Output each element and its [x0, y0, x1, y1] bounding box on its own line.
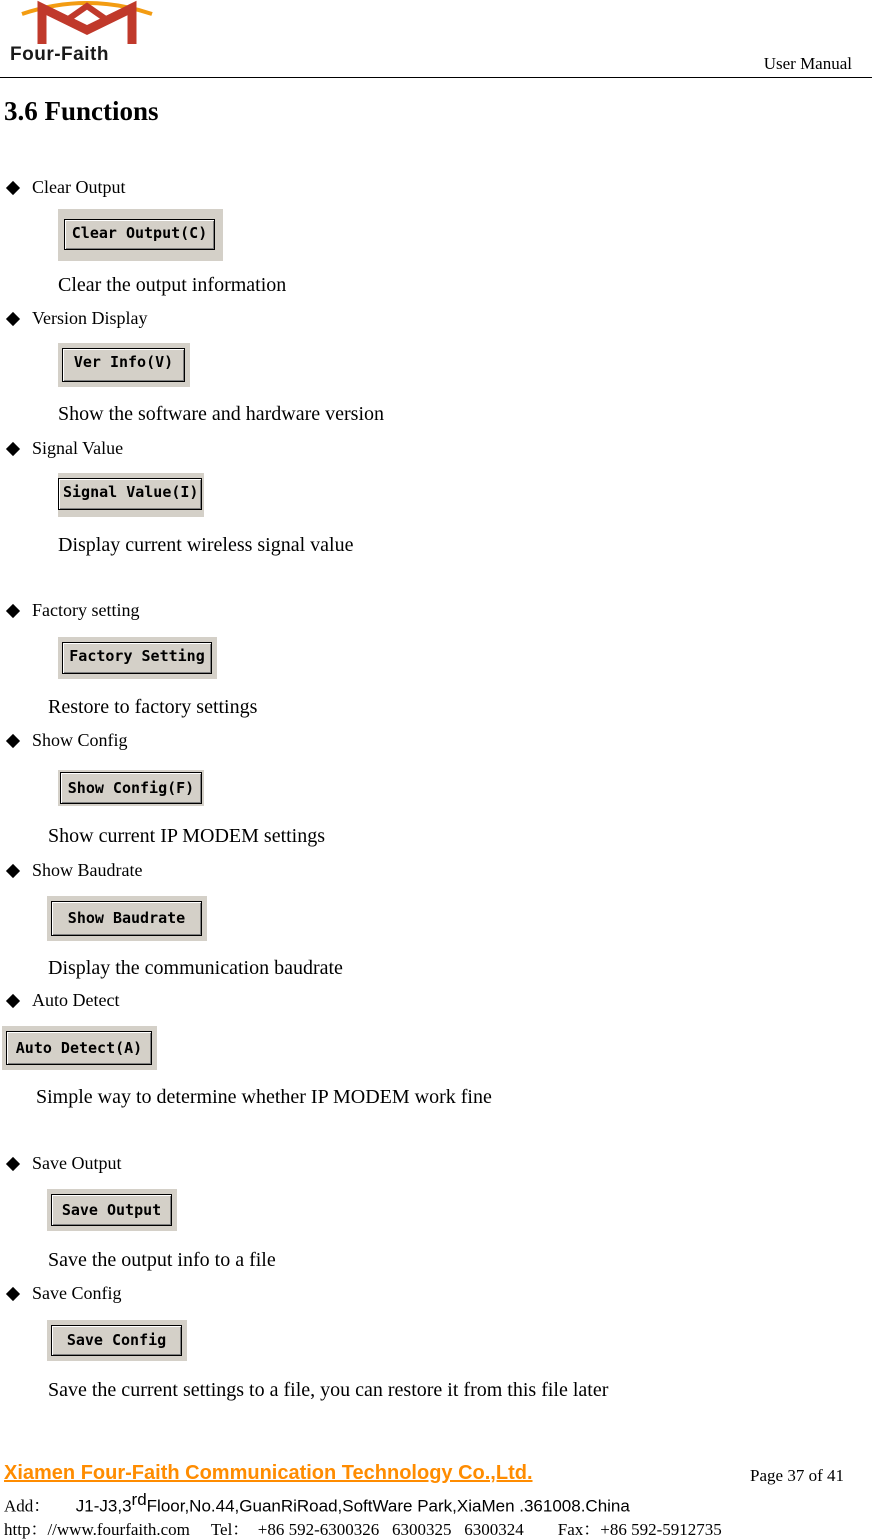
- footer-contact: [4, 1515, 722, 1540]
- factory-setting-button-image: [58, 637, 217, 679]
- show-baudrate-button-image: [47, 896, 207, 941]
- clear-output-button[interactable]: Clear Output(C): [64, 219, 215, 250]
- item-label: Show Config: [32, 730, 128, 750]
- item-save-output: [4, 1152, 122, 1174]
- save-config-button-image: [47, 1320, 187, 1361]
- page-number: Page 37 of 41: [750, 1466, 844, 1485]
- item-label: Signal Value: [32, 438, 124, 458]
- diamond-bullet-icon: [6, 442, 20, 456]
- item-description: Save the output info to a file: [48, 1249, 276, 1271]
- item-auto-detect: [4, 989, 119, 1011]
- show-baudrate-button[interactable]: Show Baudrate: [51, 901, 202, 936]
- item-label: Auto Detect: [32, 990, 120, 1010]
- item-label: Show Baudrate: [32, 860, 143, 880]
- item-description: Display current wireless signal value: [58, 534, 354, 556]
- address-superscript: rd: [131, 1490, 147, 1509]
- save-output-button[interactable]: Save Output: [51, 1194, 172, 1226]
- item-description: Save the current settings to a file, you can restore it from this file later: [48, 1379, 609, 1401]
- fax: Fax：+86 592-5912735: [557, 1520, 722, 1539]
- diamond-bullet-icon: [6, 994, 20, 1008]
- show-config-button-image: [58, 770, 204, 806]
- clear-output-button-image: [58, 209, 223, 261]
- item-label: Save Config: [32, 1283, 122, 1303]
- diamond-bullet-icon: [6, 864, 20, 878]
- item-description: Show current IP MODEM settings: [48, 825, 326, 847]
- address-part-2: Floor,No.44,GuanRiRoad,SoftWare Park,XiaMen .361008.China: [146, 1496, 630, 1516]
- diamond-bullet-icon: [6, 1157, 20, 1171]
- diamond-bullet-icon: [6, 312, 20, 326]
- diamond-bullet-icon: [6, 1287, 20, 1301]
- item-description: Restore to factory settings: [48, 696, 258, 718]
- item-factory-setting: [4, 599, 139, 621]
- item-save-config: [4, 1282, 122, 1304]
- show-config-button[interactable]: Show Config(F): [60, 772, 202, 804]
- item-label: Version Display: [32, 308, 148, 328]
- item-description: Simple way to determine whether IP MODEM work fine: [36, 1086, 492, 1108]
- user-manual-label: User Manual: [763, 54, 852, 73]
- item-signal-value: [4, 437, 123, 459]
- footer-address: [4, 1490, 630, 1517]
- item-description: Display the communication baudrate: [48, 957, 343, 979]
- logo-text: Four-Faith: [10, 44, 109, 65]
- auto-detect-button[interactable]: Auto Detect(A): [6, 1031, 152, 1065]
- auto-detect-button-image: [2, 1026, 157, 1070]
- company-name: Xiamen Four-Faith Communication Technology Co.,Ltd.: [4, 1462, 533, 1484]
- item-version-display: [4, 307, 148, 329]
- ver-info-button-image: [58, 343, 190, 387]
- item-description: Show the software and hardware version: [58, 403, 385, 425]
- address-label: Add：: [4, 1496, 51, 1516]
- save-config-button[interactable]: Save Config: [51, 1325, 182, 1356]
- diamond-bullet-icon: [6, 181, 20, 195]
- item-label: Factory setting: [32, 600, 140, 620]
- item-description: Clear the output information: [58, 274, 287, 296]
- section-title: 3.6 Functions: [4, 96, 159, 126]
- header-rule: [0, 77, 872, 78]
- item-clear-output: [4, 176, 125, 198]
- item-show-baudrate: [4, 859, 142, 881]
- diamond-bullet-icon: [6, 604, 20, 618]
- diamond-bullet-icon: [6, 734, 20, 748]
- item-label: Clear Output: [32, 177, 126, 197]
- telephone: Tel： +86 592-6300326 6300325 6300324: [210, 1520, 524, 1539]
- item-show-config: [4, 729, 128, 751]
- factory-setting-button[interactable]: Factory Setting: [62, 642, 212, 674]
- item-label: Save Output: [32, 1153, 122, 1173]
- signal-value-button-image: [58, 473, 204, 517]
- save-output-button-image: [47, 1189, 177, 1231]
- website-url: http：//www.fourfaith.com: [4, 1520, 190, 1539]
- address-part-1: J1-J3,3: [75, 1496, 132, 1516]
- ver-info-button[interactable]: Ver Info(V): [62, 348, 185, 382]
- signal-value-button[interactable]: Signal Value(I): [58, 478, 202, 510]
